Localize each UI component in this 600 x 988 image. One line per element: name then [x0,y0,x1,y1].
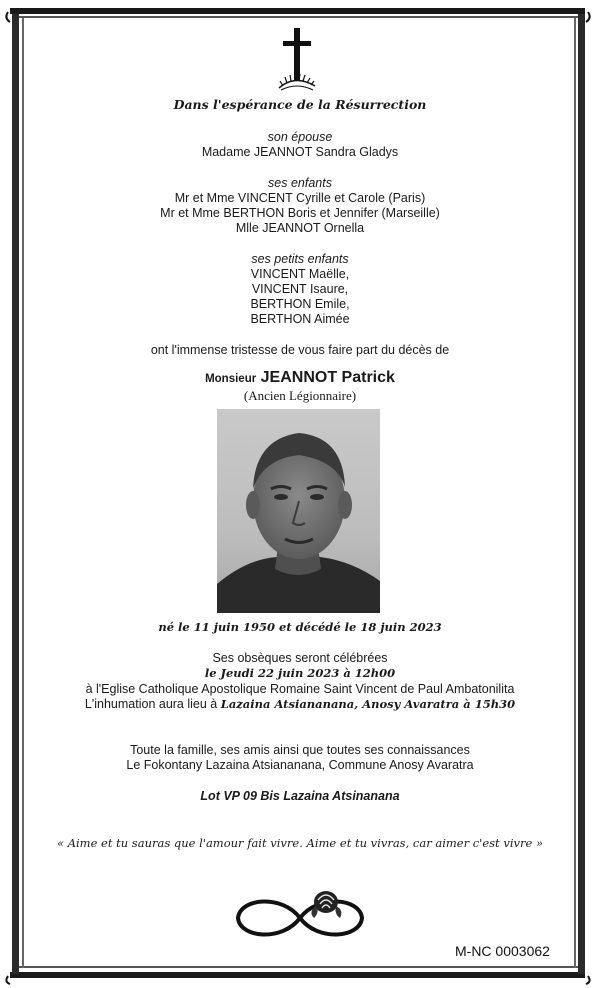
spouse-label: son épouse [267,130,333,144]
infinity-rose-icon [232,884,368,946]
portrait-photo [217,409,380,613]
child-entry: Mlle JEANNOT Ornella [235,221,365,235]
child-entry: Mr et Mme BERTHON Boris et Jennifer (Marseille) [160,206,440,220]
announcement: ont l'immense tristesse de vous faire part du décès de [150,343,450,357]
heading: Dans l'espérance de la Résurrection [173,97,427,112]
grandchild-entry: BERTHON Aimée [250,312,350,326]
grandchild-entry: BERTHON Emile, [250,297,350,311]
children-label: ses enfants [268,176,332,190]
closing-line-2: Le Fokontany Lazaina Atsiananana, Commune Anosy Avaratra [126,758,474,772]
child-entry: Mr et Mme VINCENT Cyrille et Carole (Paris) [174,191,426,205]
deceased-name-line [40,369,560,388]
deceased-name: JEANNOT Patrick [260,369,395,386]
burial-line [40,697,560,712]
funeral-date: le Jeudi 22 juin 2023 à 12h00 [204,666,396,680]
burial-place: Lazaina Atsiananana, Anosy Avaratra à 15h30 [220,697,516,711]
quote: « Aime et tu sauras que l'amour fait vivre. Aime et tu vivras, car aimer c'est vivre » [57,836,543,850]
reference-number: M-NC 0003062 [455,943,550,959]
address: Lot VP 09 Bis Lazaina Atsinanana [200,789,400,803]
grandchild-entry: VINCENT Maëlle, [250,267,350,281]
deceased-note: (Ancien Légionnaire) [243,388,357,403]
life-dates: né le 11 juin 1950 et décédé le 18 juin 2023 [158,620,442,634]
funeral-line-1: Ses obsèques seront célébrées [212,651,388,665]
deceased-title: Monsieur [205,373,257,385]
funeral-church: à l'Eglise Catholique Apostolique Romaine Saint Vincent de Paul Ambatonilita [85,682,515,696]
spouse-name: Madame JEANNOT Sandra Gladys [201,145,399,159]
cross-icon [275,26,319,94]
grandchild-entry: VINCENT Isaure, [251,282,349,296]
grandchildren-label: ses petits enfants [251,252,349,266]
closing-line-1: Toute la famille, ses amis ainsi que toutes ses connaissances [130,743,470,757]
burial-prefix: L'inhumation aura lieu à [84,697,218,711]
